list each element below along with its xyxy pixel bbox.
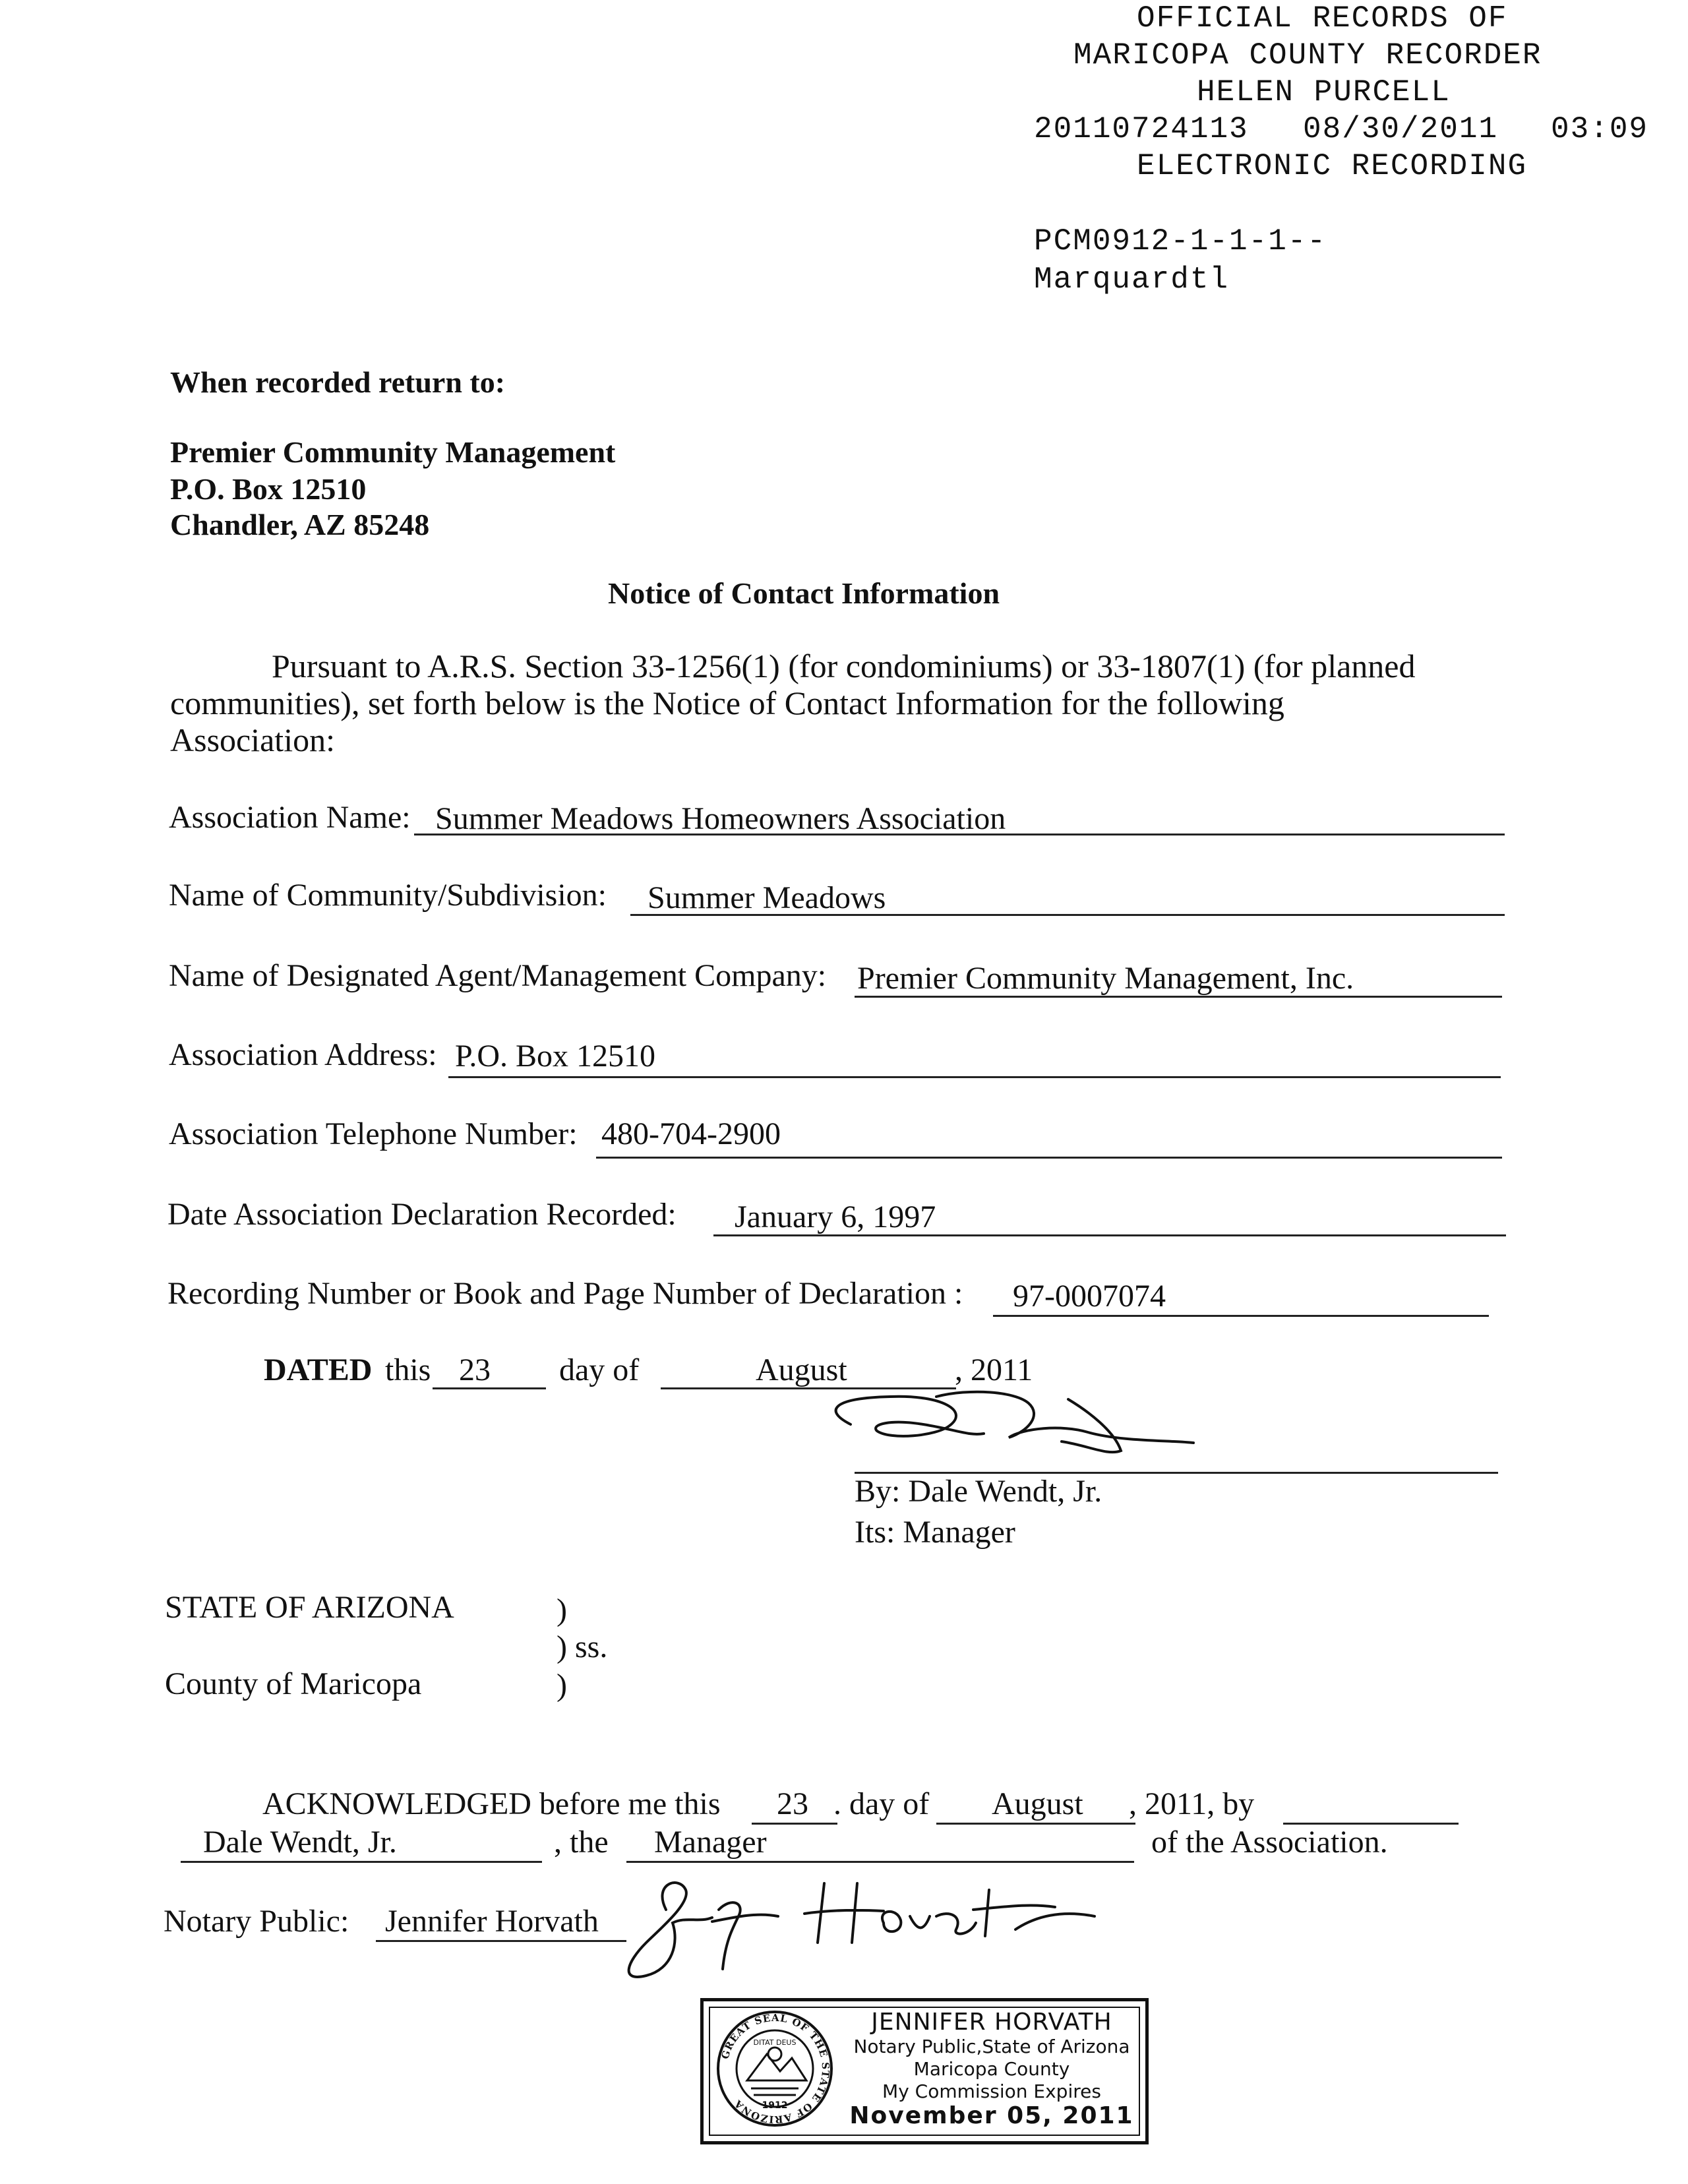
ack-title-value: Manager: [654, 1825, 767, 1860]
community-value: Summer Meadows: [648, 880, 886, 915]
ack-month-line: [936, 1823, 1135, 1825]
recording-number-label: Recording Number or Book and Page Number of Declaration :: [167, 1276, 963, 1311]
return-to-address-1: P.O. Box 12510: [170, 472, 367, 506]
ack-year-by: , 2011, by: [1129, 1786, 1255, 1821]
notary-label: Notary Public:: [164, 1904, 349, 1939]
stamp-text: [837, 2009, 1147, 2129]
intro-line-1: Pursuant to A.R.S. Section 33-1256(1) (for condominiums) or 33-1807(1) (for planned: [272, 648, 1416, 684]
ack-name-line: [181, 1861, 542, 1863]
address-line: [448, 1076, 1501, 1078]
dated-month-value: August: [756, 1352, 847, 1387]
venue-state: STATE OF ARIZONA: [165, 1590, 454, 1625]
recorder-code-2: Marquardtl: [1034, 262, 1230, 297]
recorder-line-5: ELECTRONIC RECORDING: [1137, 149, 1528, 183]
manager-signature: [811, 1385, 1220, 1477]
venue-paren-1: ): [557, 1592, 567, 1627]
return-to-name: Premier Community Management: [170, 435, 616, 469]
agent-label: Name of Designated Agent/Management Company:: [169, 958, 827, 993]
phone-label: Association Telephone Number:: [169, 1116, 578, 1151]
stamp-line-2: Notary Public,State of Arizona: [853, 2036, 1130, 2057]
intro-line-3: Association:: [170, 721, 335, 758]
state-seal-icon: [714, 2008, 835, 2129]
association-name-label: Association Name:: [169, 800, 411, 835]
signer-by: By: Dale Wendt, Jr.: [855, 1474, 1102, 1509]
return-to-address-2: Chandler, AZ 85248: [170, 508, 430, 541]
phone-value: 480-704-2900: [601, 1116, 781, 1151]
ack-title-line: [626, 1861, 1134, 1863]
recorder-code-1: PCM0912-1-1-1--: [1034, 224, 1327, 258]
stamp-line-3: Maricopa County: [913, 2058, 1070, 2080]
association-name-value: Summer Meadows Homeowners Association: [435, 801, 1006, 836]
stamp-line-4: My Commission Expires: [882, 2080, 1101, 2102]
recorder-line-2: MARICOPA COUNTY RECORDER: [1073, 38, 1542, 73]
notary-name-line: [376, 1940, 626, 1942]
recording-time: 03:09: [1551, 112, 1649, 146]
signer-title: Its: Manager: [855, 1515, 1015, 1550]
svg-text:1912: 1912: [762, 2100, 788, 2111]
recording-number-value: 97-0007074: [1013, 1279, 1166, 1314]
ack-lead: ACKNOWLEDGED before me this: [262, 1786, 721, 1821]
ack-month-value: August: [992, 1786, 1083, 1821]
declaration-date-label: Date Association Declaration Recorded:: [167, 1197, 677, 1232]
stamp-expiration: November 05, 2011: [849, 2102, 1134, 2129]
return-to-heading: When recorded return to:: [170, 365, 506, 399]
address-label: Association Address:: [169, 1037, 437, 1072]
notary-signature: [607, 1870, 1108, 1982]
venue-ss: ) ss.: [557, 1629, 608, 1664]
agent-value: Premier Community Management, Inc.: [857, 961, 1354, 996]
dated-year: , 2011: [955, 1352, 1033, 1387]
svg-text:GREAT SEAL OF THE STATE OF ARI: GREAT SEAL OF THE STATE OF ARIZONA: [719, 2011, 832, 2126]
recorder-line-3: HELEN PURCELL: [1197, 75, 1451, 109]
svg-text:DITAT DEUS: DITAT DEUS: [753, 2038, 797, 2047]
dated-this: this: [385, 1352, 431, 1387]
declaration-date-value: January 6, 1997: [735, 1199, 936, 1234]
dated-day-of: day of: [559, 1352, 640, 1387]
recording-date: 08/30/2011: [1303, 112, 1499, 146]
address-value: P.O. Box 12510: [455, 1039, 656, 1074]
recording-number: 20110724113: [1034, 112, 1249, 146]
ack-the: , the: [554, 1825, 609, 1860]
dated-label: DATED: [264, 1352, 373, 1387]
recorder-line-1: OFFICIAL RECORDS OF: [1137, 1, 1508, 36]
document-title: Notice of Contact Information: [608, 576, 1000, 610]
dated-day-value: 23: [459, 1352, 491, 1387]
phone-line: [596, 1157, 1502, 1159]
notary-name-value: Jennifer Horvath: [385, 1904, 599, 1939]
venue-county: County of Maricopa: [165, 1666, 422, 1701]
intro-line-2: communities), set forth below is the Notice of Contact Information for the following: [170, 684, 1284, 721]
ack-name-value: Dale Wendt, Jr.: [203, 1825, 397, 1860]
ack-day-value: 23: [777, 1786, 808, 1821]
notary-stamp: [700, 1998, 1149, 2144]
ack-day-of: . day of: [833, 1786, 930, 1821]
ack-tail: of the Association.: [1151, 1825, 1388, 1860]
stamp-name: JENNIFER HORVATH: [871, 2009, 1112, 2036]
recording-number-line: [993, 1315, 1489, 1317]
venue-paren-3: ): [557, 1668, 567, 1703]
community-label: Name of Community/Subdivision:: [169, 878, 607, 913]
